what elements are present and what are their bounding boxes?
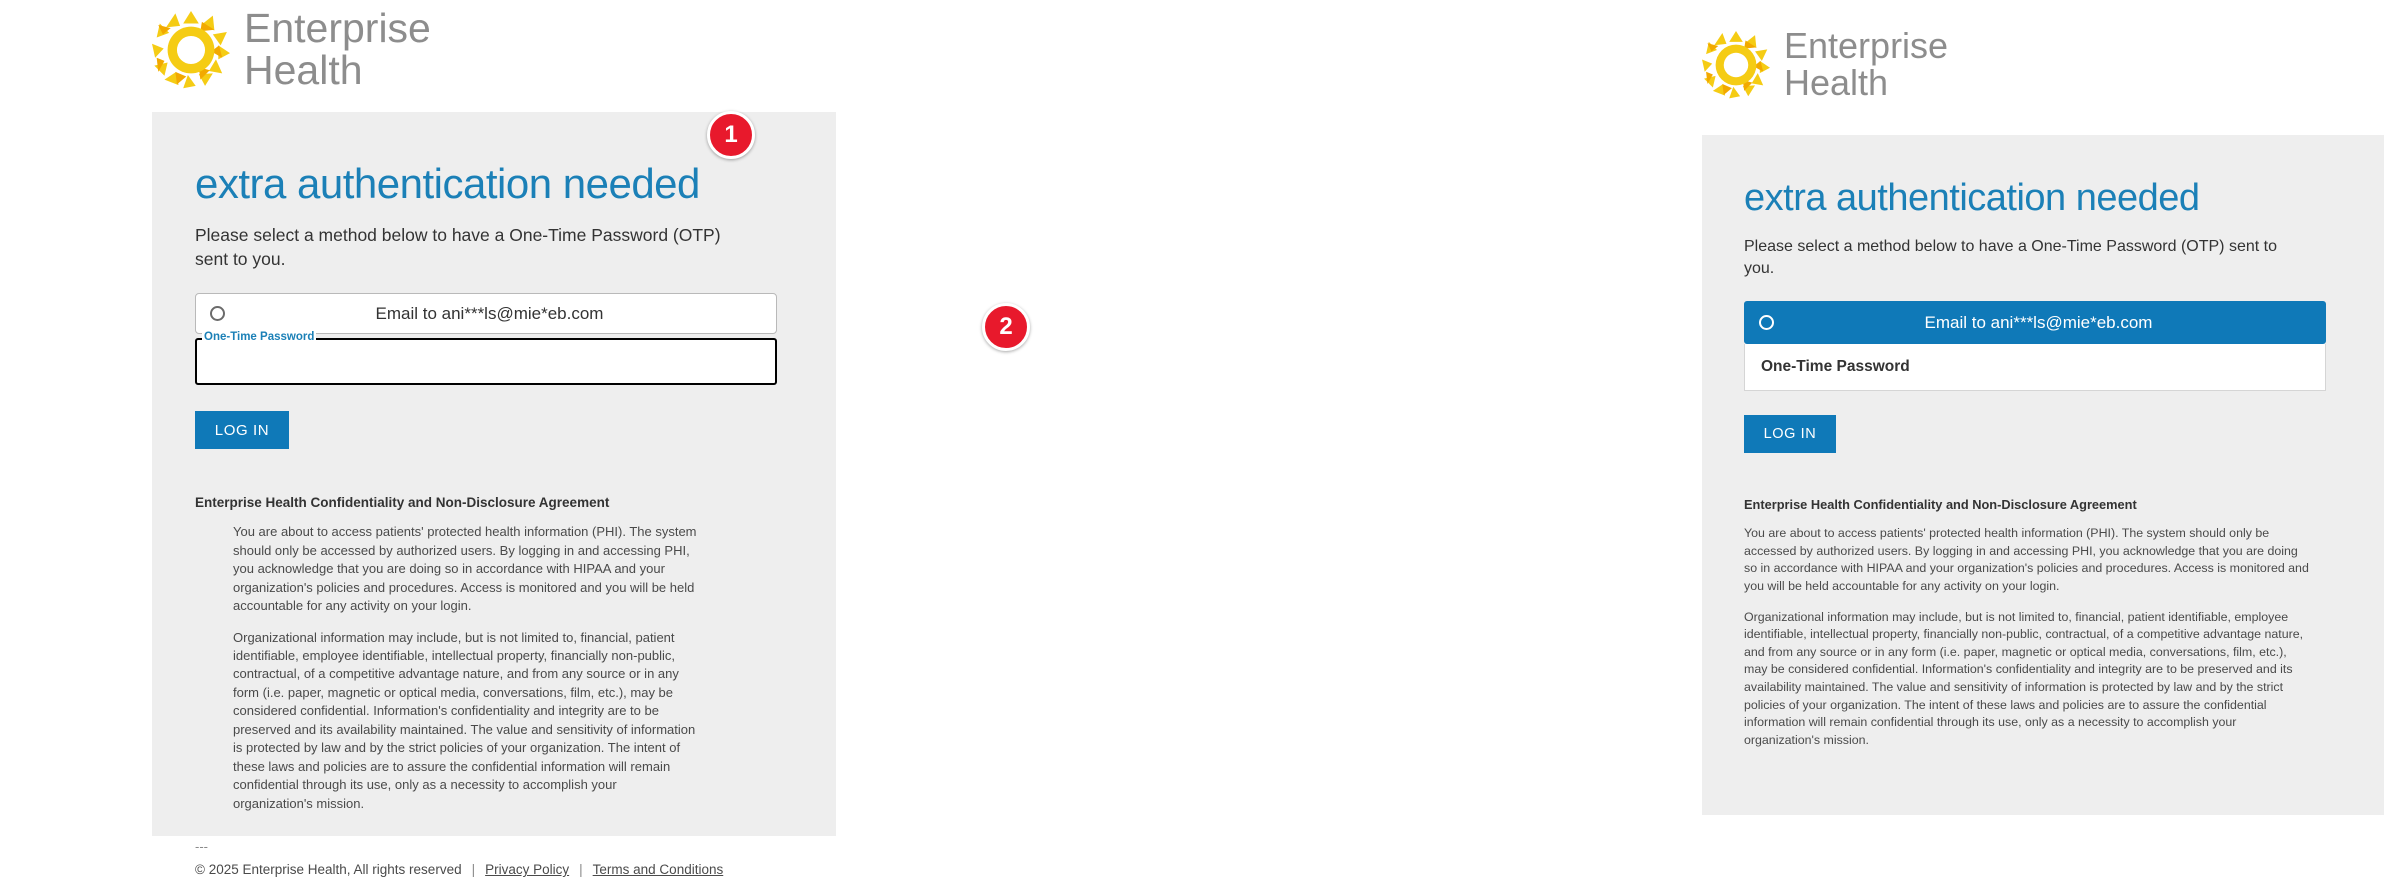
auth-card-left [152, 112, 836, 877]
page-title-left: extra authentication needed [195, 160, 700, 207]
brand-name-line2: Health [244, 46, 363, 93]
terms-and-conditions-link[interactable]: Terms and Conditions [592, 862, 724, 877]
sun-burst-logo-icon [152, 11, 230, 89]
privacy-policy-link[interactable]: Privacy Policy [485, 862, 570, 877]
radio-unchecked-icon[interactable] [210, 306, 225, 321]
separator-dashes: --- [195, 839, 208, 855]
legal-body-left [195, 523, 810, 813]
legal-body-right [1744, 525, 2358, 749]
page-subtitle-left: Please select a method below to have a One-Time Password (OTP) sent to you. [195, 225, 721, 269]
page-subtitle-right: Please select a method below to have a One-Time Password (OTP) sent to you. [1744, 238, 2277, 277]
callout-badge-2: 2 [982, 303, 1030, 351]
otp-input-legend-right: One-Time Password [1761, 358, 1910, 376]
radio-unchecked-icon[interactable] [1759, 315, 1774, 330]
footer-separator-2: | [579, 862, 583, 877]
brand-name-line1: Enterprise [1784, 25, 1949, 66]
brand-logo-left [152, 5, 431, 93]
footer-separator-1: | [471, 862, 476, 877]
brand-logo-right [1702, 25, 1949, 103]
login-button-right[interactable]: LOG IN [1744, 415, 1836, 453]
otp-method-option-left[interactable] [195, 293, 777, 334]
copyright-text: © 2025 Enterprise Health, All rights reserved [195, 862, 462, 877]
otp-input-wrapper-left[interactable] [195, 331, 777, 385]
brand-name-line1: Enterprise [244, 5, 431, 51]
callout-badge-1: 1 [707, 111, 755, 159]
sun-burst-logo-icon [1702, 31, 1770, 99]
page-title-right: extra authentication needed [1744, 177, 2200, 219]
otp-method-label-left: Email to ani***ls@mie*eb.com [375, 303, 604, 323]
legal-paragraph: Organizational information may include, but is not limited to, financial, patient identifiable, employee identifiable, intellectual property, financially non-public, contractual, of a competitive advantage nature, and from any source or in any form (i.e. paper, magnetic or optical media, conversations, film, etc.), may be considered confidential. Information's confidentiality and integrity are to be preserved and its availability maintained. The value and sensitivity of information is protected by law and by the strict policies of your organization. The intent of these laws and policies are to assure the confidential information will remain confidential through its use, only as a necessity to accomplish your organization's mission. [1744, 609, 2304, 747]
legal-heading-left: Enterprise Health Confidentiality and Non-Disclosure Agreement [195, 495, 610, 511]
brand-name-line2: Health [1784, 61, 1889, 103]
otp-method-option-right[interactable] [1744, 301, 2326, 344]
auth-card-right [1702, 135, 2384, 815]
footer-left [195, 862, 810, 877]
login-button-left[interactable]: LOG IN [195, 411, 289, 449]
legal-paragraph: You are about to access patients' protected health information (PHI). The system should only be accessed by authorized users. By logging in and accessing PHI, you acknowledge that you are doing so in accordance with HIPAA and your organization's policies and procedures. Access is monitored and you will be held accountable for any activity on your login. [233, 524, 697, 614]
legal-paragraph: You are about to access patients' protected health information (PHI). The system should only be accessed by authorized users. By logging in and accessing PHI, you acknowledge that you are doing so in accordance with HIPAA and your organization's policies and procedures. Access is monitored and you will be held accountable for any activity on your login. [1744, 526, 2309, 594]
legal-heading-right: Enterprise Health Confidentiality and Non-Disclosure Agreement [1744, 497, 2137, 513]
legal-paragraph: Organizational information may include, but is not limited to, financial, patient identifiable, employee identifiable, intellectual property, financially non-public, contractual, of a competitive advantage nature, and from any source or in any form (i.e. paper, magnetic or optical media, conversations, film, etc.), may be considered confidential. Information's confidentiality and integrity are to be preserved and its availability maintained. The value and sensitivity of information is protected by law and by the strict policies of your organization. The intent of these laws and policies are to assure the confidential information will remain confidential through its use, only as a necessity to accomplish your organization's mission. [233, 629, 696, 811]
otp-input-legend-left: One-Time Password [204, 331, 315, 344]
otp-method-label-right: Email to ani***ls@mie*eb.com [1924, 312, 2153, 332]
brand-wordmark-right [1784, 25, 1949, 103]
brand-wordmark-left [244, 5, 431, 93]
otp-input-wrapper-right[interactable] [1744, 344, 2326, 391]
